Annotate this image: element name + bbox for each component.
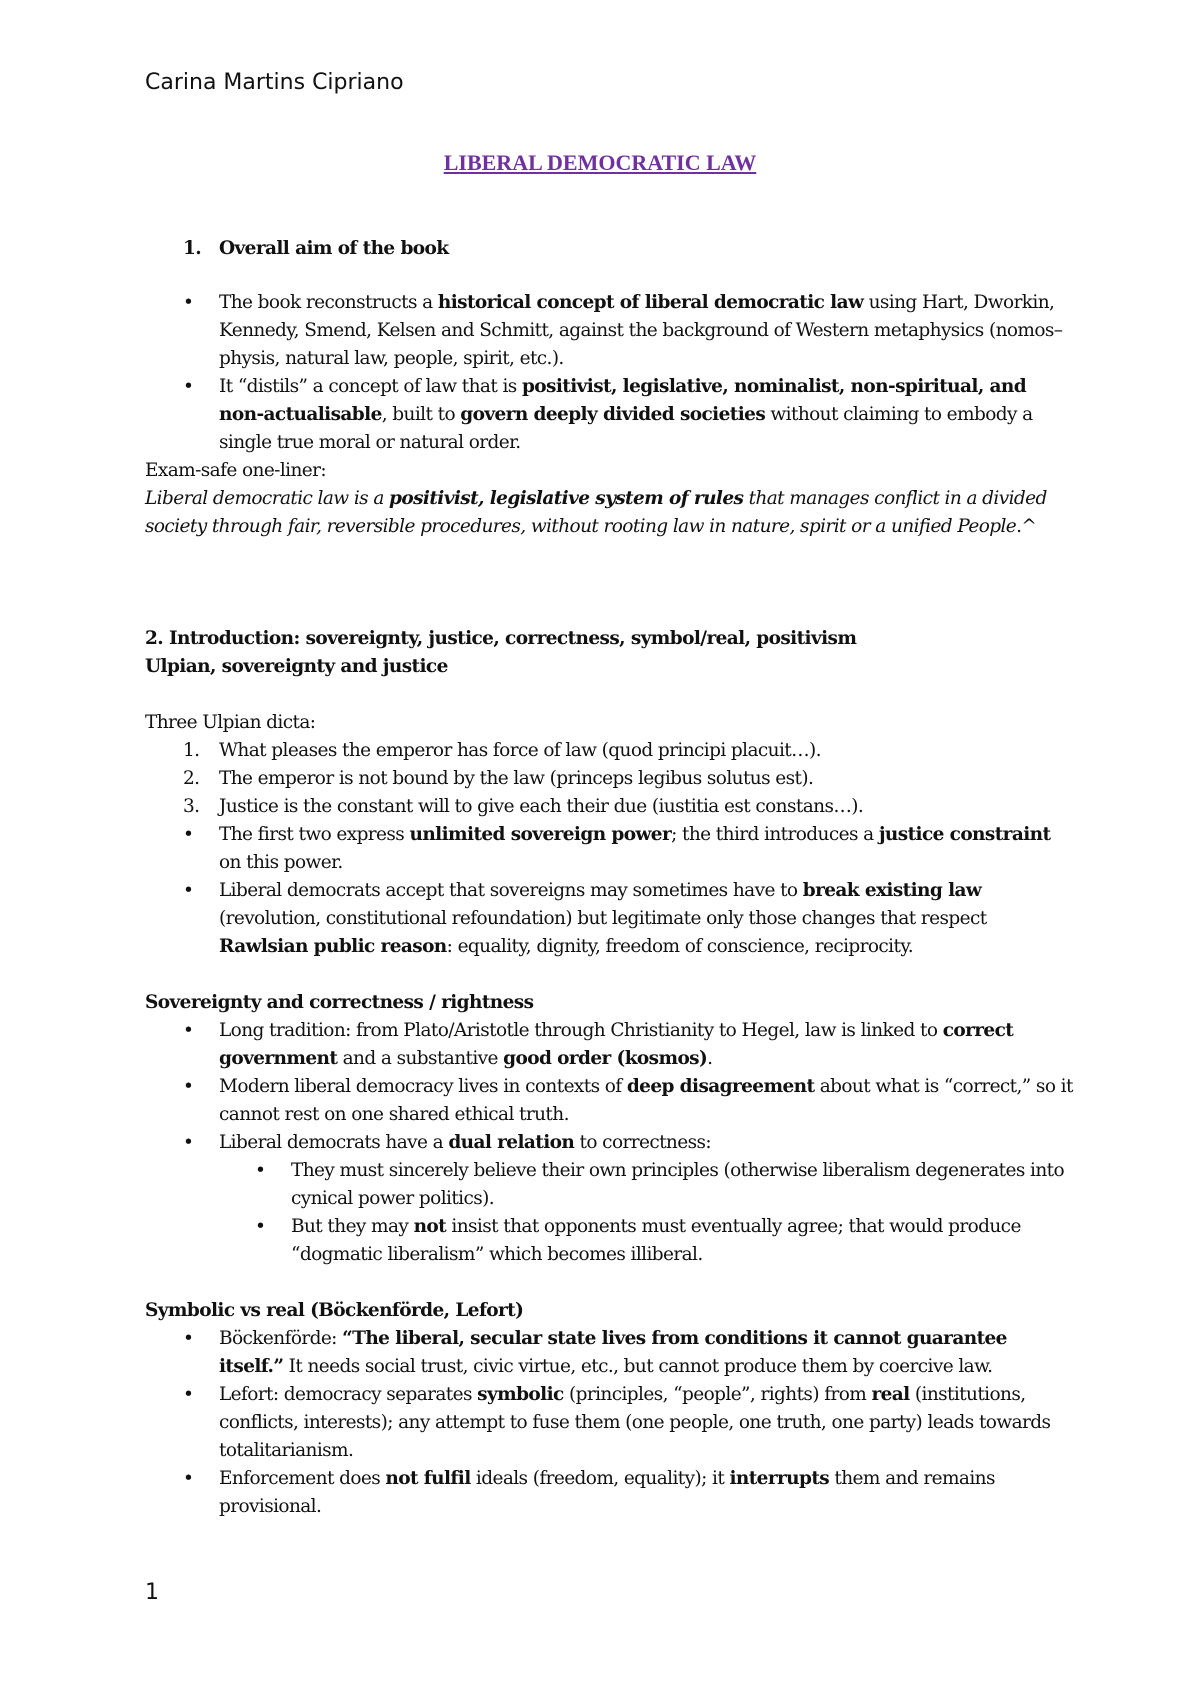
list-item: 3. Justice is the constant will to give each their due (iustitia est constans…). [183,796,864,817]
list-item: • It “distils” a concept of law that is positivist, legislative, nominalist, non-spiritual, and non-actualisable, built to govern deeply divided societies without claiming to embody a single true moral or natural order. [145,373,1075,457]
section-2-subheading: Ulpian, sovereignty and justice [145,656,448,677]
list-item: • Enforcement does not fulfil ideals (freedom, equality); it interrupts them and remains provisional. [145,1465,1075,1521]
one-liner-text: Liberal democratic law is a positivist, legislative system of rules that manages conflict in a divided society through fair, reversible procedures, without rooting law in nature, spirit or a unified People.^ [145,488,1047,537]
list-item: • Long tradition: from Plato/Aristotle through Christianity to Hegel, law is linked to correct government and a substantive good order (kosmos). [145,1017,1075,1073]
section-1-heading [145,235,1075,263]
symbolic-bullets [145,1325,1075,1521]
spacer [145,1269,1075,1297]
list-item: 2. The emperor is not bound by the law (princeps legibus solutus est). [183,768,814,789]
page-number: 1 [145,1580,159,1605]
correctness-bullets [145,1017,1075,1157]
bullet-icon: • [183,880,194,901]
list-item: 1. What pleases the emperor has force of law (quod principi placuit…). [183,740,821,761]
spacer [145,681,1075,709]
list-item: • Liberal democrats accept that sovereigns may sometimes have to break existing law (revolution, constitutional refoundation) but legitimate only those changes that respect Rawlsian public reason: equality, dignity, freedom of conscience, reciprocity. [145,877,1075,961]
list-item: • Liberal democrats have a dual relation to correctness: [145,1129,1075,1157]
section-1-bullets [145,289,1075,457]
list-item: • They must sincerely believe their own principles (otherwise liberalism degenerates into cynical power politics). [145,1157,1075,1213]
dicta-intro: Three Ulpian dicta: [145,712,316,733]
bullet-icon: • [183,1328,194,1349]
section-1-number: 1. [183,238,202,259]
one-liner-label: Exam-safe one-liner: [145,460,326,481]
list-item: • The first two express unlimited sovereign power; the third introduces a justice constraint on this power. [145,821,1075,877]
bullet-icon: • [183,1132,194,1153]
header-author: Carina Martins Cipriano [145,70,404,95]
bullet-icon: • [183,292,194,313]
section-2-bullets [145,821,1075,961]
list-item: • The book reconstructs a historical concept of liberal democratic law using Hart, Dworkin, Kennedy, Smend, Kelsen and Schmitt, against the background of Western metaphysics (nomos–physis, natural law, people, spirit, etc.). [145,289,1075,373]
document-title: LIBERAL DEMOCRATIC LAW [443,150,757,175]
section-1-heading-text: Overall aim of the book [219,238,449,259]
list-item: • Lefort: democracy separates symbolic (principles, “people”, rights) from real (institutions, conflicts, interests); any attempt to fuse them (one people, one truth, one party) leads towards totalitarianism. [145,1381,1075,1465]
bullet-icon: • [183,376,194,397]
bullet-icon: • [183,1076,194,1097]
list-item: • But they may not insist that opponents must eventually agree; that would produce “dogmatic liberalism” which becomes illiberal. [145,1213,1075,1269]
section-1-heading-list [145,235,1075,263]
bullet-icon: • [255,1216,266,1237]
list-item: • Modern liberal democracy lives in contexts of deep disagreement about what is “correct,” so it cannot rest on one shared ethical truth. [145,1073,1075,1129]
document-body [145,235,1075,1521]
dicta-list [145,737,1075,821]
correctness-sub-bullets [145,1157,1075,1269]
symbolic-heading: Symbolic vs real (Böckenförde, Lefort) [145,1300,524,1321]
bullet-icon: • [183,1468,194,1489]
section-2-heading: 2. Introduction: sovereignty, justice, correctness, symbol/real, positivism [145,628,857,649]
spacer [145,263,1075,289]
bullet-icon: • [255,1160,266,1181]
bullet-icon: • [183,1020,194,1041]
spacer [145,541,1075,625]
bullet-icon: • [183,1384,194,1405]
correctness-heading: Sovereignty and correctness / rightness [145,992,534,1013]
list-item: • Böckenförde: “The liberal, secular state lives from conditions it cannot guarantee itself.” It needs social trust, civic virtue, etc., but cannot produce them by coercive law. [145,1325,1075,1381]
bullet-icon: • [183,824,194,845]
spacer [145,961,1075,989]
